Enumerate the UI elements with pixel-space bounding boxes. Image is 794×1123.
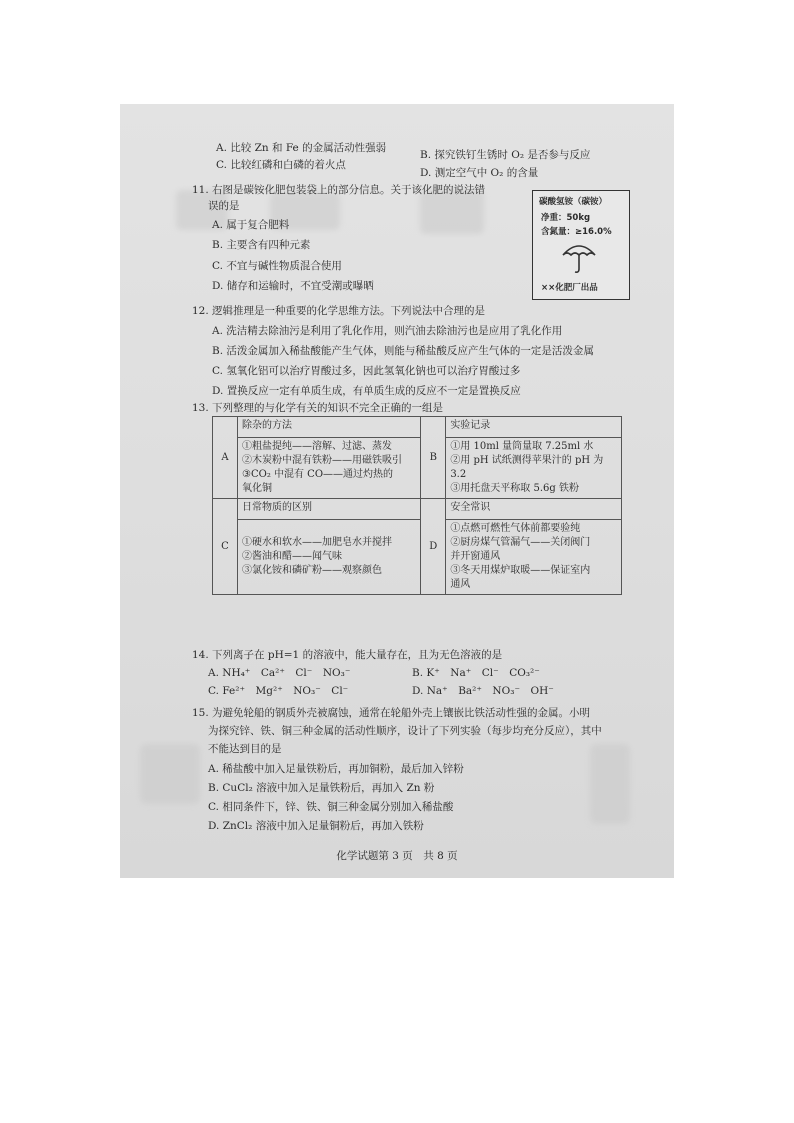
table-item: ②酱油和醋——闻气味 — [242, 551, 342, 562]
knowledge-table — [212, 416, 622, 595]
table-cell-a — [238, 438, 421, 499]
bleed-through-shape — [140, 744, 200, 804]
table-cell-d — [446, 520, 622, 595]
q11-option-a: A. 属于复合肥料 — [212, 219, 290, 231]
table-item: 通风 — [450, 579, 471, 590]
table-item: ③用托盘天平称取 5.6g 铁粉 — [450, 483, 579, 494]
table-item: ①用 10ml 量筒量取 7.25ml 水 — [450, 441, 594, 452]
q15-stem: 15. 为避免轮船的钢质外壳被腐蚀，通常在轮船外壳上镶嵌比铁活动性强的金属。小明 — [192, 707, 591, 719]
bleed-through-shape — [590, 744, 630, 824]
table-item: ③冬天用煤炉取暖——保证室内 — [450, 565, 591, 576]
q13-stem: 13. 下列整理的与化学有关的知识不完全正确的一组是 — [192, 402, 444, 414]
label-net-weight: 净重：50kg — [541, 213, 591, 223]
table-row — [213, 520, 622, 595]
q11-option-b: B. 主要含有四种元素 — [212, 239, 311, 251]
table-item: ③氯化铵和磷矿粉——观察颜色 — [242, 565, 382, 576]
table-item: ①粗盐提纯——溶解、过滤、蒸发 — [242, 441, 392, 452]
table-title-d: 安全常识 — [446, 499, 622, 520]
q11-option-d: D. 储存和运输时，不宜受潮或曝晒 — [212, 280, 374, 292]
q14-option-d: D. Na⁺ Ba²⁺ NO₃⁻ OH⁻ — [412, 685, 554, 697]
fertilizer-label — [532, 190, 630, 300]
table-cell-b — [446, 438, 622, 499]
table-item: ②木炭粉中混有铁粉——用磁铁吸引 — [242, 455, 402, 466]
q12-option-d: D. 置换反应一定有单质生成，有单质生成的反应不一定是置换反应 — [212, 385, 521, 397]
umbrella-icon — [559, 241, 599, 275]
q11-stem-cont: 误的是 — [208, 200, 240, 212]
table-item: 并开窗通风 — [450, 551, 501, 562]
table-title-a: 除杂的方法 — [238, 417, 421, 438]
table-item: 氧化铜 — [242, 483, 272, 494]
prev-option-c: C. 比较红磷和白磷的着火点 — [216, 159, 346, 171]
q15-option-d: D. ZnCl₂ 溶液中加入足量铜粉后，再加入铁粉 — [208, 820, 424, 832]
q15-stem-cont2: 不能达到目的是 — [208, 743, 282, 755]
q14-option-b: B. K⁺ Na⁺ Cl⁻ CO₃²⁻ — [412, 667, 540, 679]
q14-stem: 14. 下列离子在 pH=1 的溶液中，能大量存在，且为无色溶液的是 — [192, 649, 503, 661]
prev-option-d: D. 测定空气中 O₂ 的含量 — [420, 167, 539, 179]
table-row — [213, 499, 622, 520]
q15-stem-cont: 为探究锌、铁、铜三种金属的活动性顺序，设计了下列实验（每步均充分反应），其中 — [208, 725, 602, 737]
table-item: ③CO₂ 中混有 CO——通过灼热的 — [242, 469, 394, 480]
q15-option-a: A. 稀盐酸中加入足量铁粉后，再加铜粉，最后加入锌粉 — [208, 763, 464, 775]
table-cell-c — [238, 520, 421, 595]
q12-option-b: B. 活泼金属加入稀盐酸能产生气体，则能与稀盐酸反应产生气体的一定是活泼金属 — [212, 345, 594, 357]
q15-option-c: C. 相同条件下，锌、铁、铜三种金属分别加入稀盐酸 — [208, 801, 454, 813]
q14-option-a: A. NH₄⁺ Ca²⁺ Cl⁻ NO₃⁻ — [208, 667, 351, 679]
prev-option-a: A. 比较 Zn 和 Fe 的金属活动性强弱 — [216, 142, 387, 154]
table-item: ①硬水和软水——加肥皂水并搅拌 — [242, 537, 392, 548]
table-title-c: 日常物质的区别 — [238, 499, 421, 520]
q12-option-a: A. 洗洁精去除油污是利用了乳化作用，则汽油去除油污也是应用了乳化作用 — [212, 325, 563, 337]
table-title-b: 实验记录 — [446, 417, 622, 438]
table-row — [213, 417, 622, 438]
prev-option-b: B. 探究铁钉生锈时 O₂ 是否参与反应 — [420, 149, 591, 161]
q15-option-b: B. CuCl₂ 溶液中加入足量铁粉后，再加入 Zn 粉 — [208, 782, 435, 794]
label-title: 碳酸氢铵（碳铵） — [539, 197, 608, 207]
table-item: 3.2 — [450, 469, 467, 480]
q11-option-c: C. 不宜与碱性物质混合使用 — [212, 260, 342, 272]
table-item: ②厨房煤气管漏气——关闭阀门 — [450, 537, 591, 548]
q11-stem: 11. 右图是碳铵化肥包装袋上的部分信息。关于该化肥的说法错 — [192, 184, 486, 196]
table-row — [213, 438, 622, 499]
table-item: ①点燃可燃性气体前都要验纯 — [450, 523, 581, 534]
page-footer: 化学试题第 3 页 共 8 页 — [336, 850, 458, 862]
exam-page-photo — [120, 104, 674, 878]
q12-stem: 12. 逻辑推理是一种重要的化学思维方法。下列说法中合理的是 — [192, 305, 486, 317]
q14-option-c: C. Fe²⁺ Mg²⁺ NO₃⁻ Cl⁻ — [208, 685, 349, 697]
table-key-b: B — [421, 417, 446, 499]
table-item: ②用 pH 试纸测得苹果汁的 pH 为 — [450, 455, 604, 466]
table-key-a: A — [213, 417, 238, 499]
label-maker: ××化肥厂出品 — [541, 283, 598, 293]
table-key-d: D — [421, 499, 446, 595]
q12-option-c: C. 氢氧化铝可以治疗胃酸过多，因此氢氧化钠也可以治疗胃酸过多 — [212, 365, 521, 377]
table-key-c: C — [213, 499, 238, 595]
label-nitrogen-content: 含氮量：≥16.0% — [541, 227, 612, 237]
